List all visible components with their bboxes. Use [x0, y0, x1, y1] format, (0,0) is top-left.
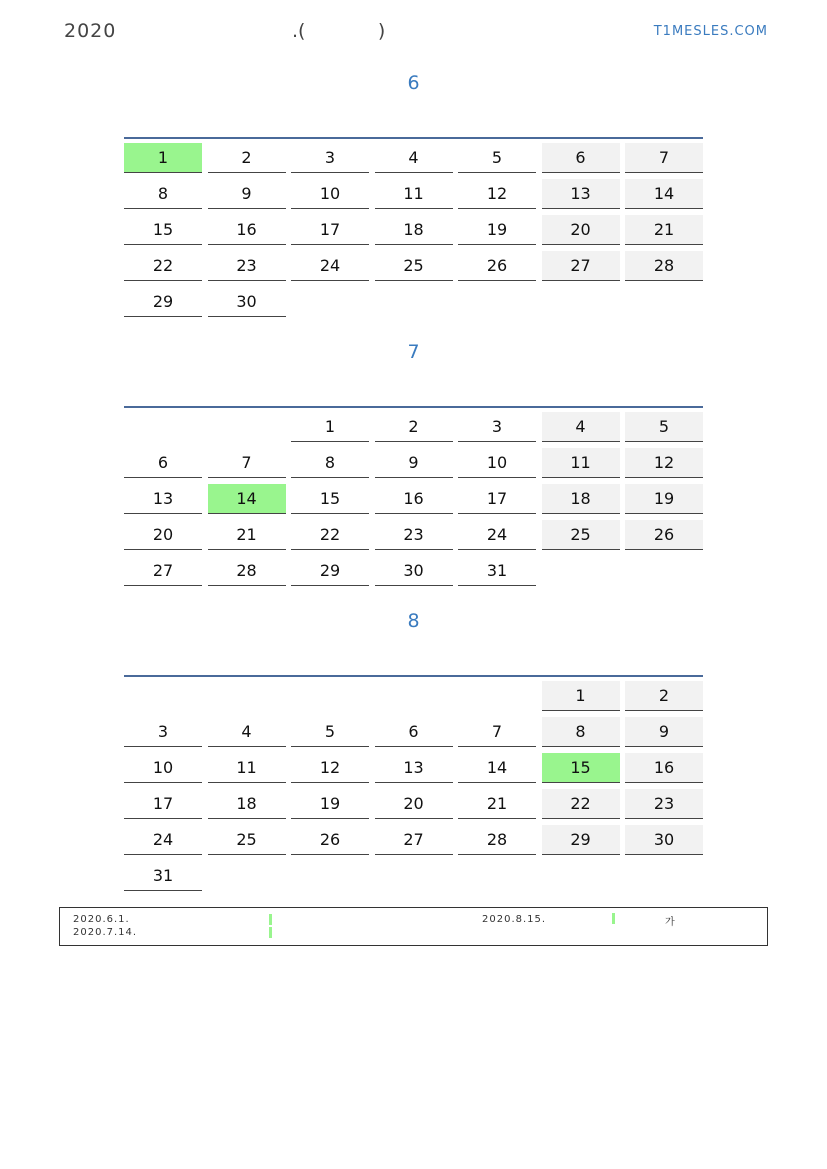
day-cell[interactable]: 30	[625, 825, 703, 855]
day-cell[interactable]: 3	[291, 143, 369, 173]
day-cell[interactable]: 3	[124, 717, 202, 747]
day-cell[interactable]: 2	[625, 681, 703, 711]
day-cell[interactable]: 6	[375, 717, 453, 747]
day-cell[interactable]: 31	[458, 556, 536, 586]
day-cell[interactable]: 4	[375, 143, 453, 173]
day-cell[interactable]: 11	[375, 179, 453, 209]
day-cell[interactable]: 12	[625, 448, 703, 478]
day-cell[interactable]: 25	[542, 520, 620, 550]
holiday-legend	[59, 907, 768, 946]
page-header	[64, 20, 768, 46]
day-cell[interactable]: 1	[291, 412, 369, 442]
day-cell[interactable]: 13	[124, 484, 202, 514]
day-cell[interactable]: 19	[291, 789, 369, 819]
day-cell[interactable]: 9	[375, 448, 453, 478]
day-cell[interactable]: 11	[542, 448, 620, 478]
day-cell[interactable]: 22	[542, 789, 620, 819]
day-cell[interactable]: 25	[375, 251, 453, 281]
month-title: 7	[407, 341, 420, 363]
day-cell[interactable]: 18	[542, 484, 620, 514]
day-cell[interactable]: 17	[124, 789, 202, 819]
day-cell[interactable]: 7	[208, 448, 286, 478]
day-cell[interactable]: 9	[625, 717, 703, 747]
legend-entry: 2020.6.1.	[73, 914, 130, 925]
day-cell[interactable]: 21	[625, 215, 703, 245]
day-cell[interactable]: 10	[291, 179, 369, 209]
day-cell[interactable]: 12	[291, 753, 369, 783]
day-cell[interactable]: 28	[625, 251, 703, 281]
day-cell[interactable]: 28	[458, 825, 536, 855]
legend-entry: 2020.7.14.	[73, 927, 138, 938]
grid-top-rule	[124, 406, 703, 408]
day-cell[interactable]: 1	[124, 143, 202, 173]
day-cell[interactable]: 26	[291, 825, 369, 855]
day-cell[interactable]: 6	[542, 143, 620, 173]
month-title: 6	[407, 72, 420, 94]
grid-top-rule	[124, 675, 703, 677]
day-cell[interactable]: 27	[542, 251, 620, 281]
day-cell[interactable]: 13	[542, 179, 620, 209]
day-cell[interactable]: 31	[124, 861, 202, 891]
day-cell[interactable]: 10	[124, 753, 202, 783]
day-cell[interactable]: 5	[291, 717, 369, 747]
day-cell[interactable]: 8	[542, 717, 620, 747]
legend-marker	[269, 927, 272, 938]
day-cell[interactable]: 23	[375, 520, 453, 550]
day-cell[interactable]: 24	[291, 251, 369, 281]
day-cell[interactable]: 19	[458, 215, 536, 245]
day-cell[interactable]: 8	[124, 179, 202, 209]
day-cell[interactable]: 17	[291, 215, 369, 245]
month-title: 8	[407, 610, 420, 632]
day-cell[interactable]: 27	[124, 556, 202, 586]
day-cell[interactable]: 15	[542, 753, 620, 783]
day-cell[interactable]: 18	[375, 215, 453, 245]
day-cell[interactable]: 8	[291, 448, 369, 478]
day-cell[interactable]: 2	[375, 412, 453, 442]
day-cell[interactable]: 25	[208, 825, 286, 855]
grid-top-rule	[124, 137, 703, 139]
day-cell[interactable]: 19	[625, 484, 703, 514]
day-cell[interactable]: 26	[458, 251, 536, 281]
day-cell[interactable]: 1	[542, 681, 620, 711]
day-cell[interactable]: 5	[458, 143, 536, 173]
day-cell[interactable]: 5	[625, 412, 703, 442]
day-cell[interactable]: 13	[375, 753, 453, 783]
legend-marker	[269, 914, 272, 925]
day-cell[interactable]: 14	[208, 484, 286, 514]
day-cell[interactable]: 16	[625, 753, 703, 783]
legend-entry: 2020.8.15.	[482, 914, 547, 925]
day-cell[interactable]: 4	[208, 717, 286, 747]
year-title: 2020	[64, 20, 117, 42]
day-cell[interactable]: 24	[458, 520, 536, 550]
day-cell[interactable]: 21	[208, 520, 286, 550]
day-cell[interactable]: 27	[375, 825, 453, 855]
day-cell[interactable]: 6	[124, 448, 202, 478]
day-cell[interactable]: 20	[542, 215, 620, 245]
legend-marker	[612, 913, 615, 924]
day-cell[interactable]: 17	[458, 484, 536, 514]
day-cell[interactable]: 20	[124, 520, 202, 550]
day-cell[interactable]: 18	[208, 789, 286, 819]
day-cell[interactable]: 3	[458, 412, 536, 442]
day-cell[interactable]: 26	[625, 520, 703, 550]
day-cell[interactable]: 10	[458, 448, 536, 478]
day-cell[interactable]: 29	[124, 287, 202, 317]
day-cell[interactable]: 23	[208, 251, 286, 281]
day-cell[interactable]: 20	[375, 789, 453, 819]
day-cell[interactable]: 24	[124, 825, 202, 855]
header-subtitle: .( )	[292, 20, 386, 42]
day-cell[interactable]: 14	[625, 179, 703, 209]
day-cell[interactable]: 9	[208, 179, 286, 209]
day-cell[interactable]: 16	[208, 215, 286, 245]
day-cell[interactable]: 7	[625, 143, 703, 173]
day-cell[interactable]: 11	[208, 753, 286, 783]
day-cell[interactable]: 29	[291, 556, 369, 586]
day-cell[interactable]: 29	[542, 825, 620, 855]
day-cell[interactable]: 28	[208, 556, 286, 586]
day-cell[interactable]: 14	[458, 753, 536, 783]
day-cell[interactable]: 21	[458, 789, 536, 819]
day-cell[interactable]: 16	[375, 484, 453, 514]
day-cell[interactable]: 22	[124, 251, 202, 281]
day-cell[interactable]: 15	[124, 215, 202, 245]
day-cell[interactable]: 23	[625, 789, 703, 819]
day-cell[interactable]: 30	[375, 556, 453, 586]
site-link[interactable]: T1MESLES.COM	[653, 24, 768, 39]
legend-extra: 가	[665, 917, 676, 928]
day-cell[interactable]: 4	[542, 412, 620, 442]
day-cell[interactable]: 2	[208, 143, 286, 173]
day-cell[interactable]: 30	[208, 287, 286, 317]
day-cell[interactable]: 15	[291, 484, 369, 514]
day-cell[interactable]: 7	[458, 717, 536, 747]
day-cell[interactable]: 12	[458, 179, 536, 209]
day-cell[interactable]: 22	[291, 520, 369, 550]
